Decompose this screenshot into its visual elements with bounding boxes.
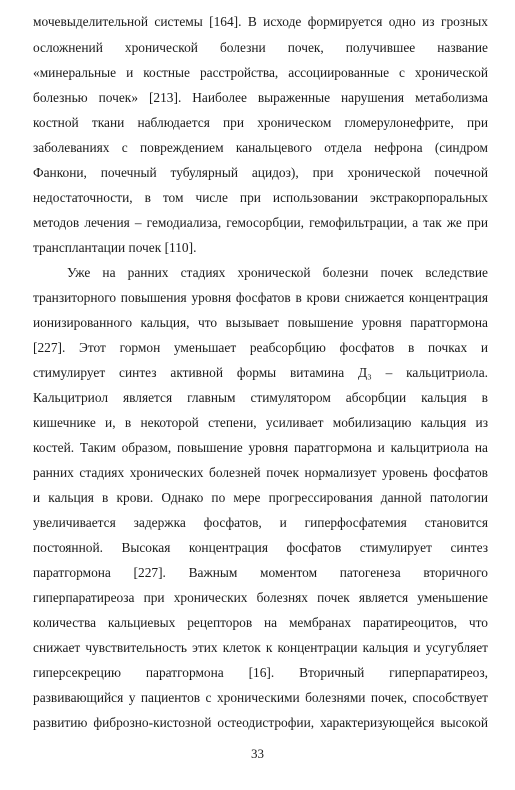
- paragraph-2-line: увеличивается задержка фосфатов, и гиперфосфатемия становится: [33, 515, 488, 530]
- paragraph-2-line: количества кальциевых рецепторов на мембранах паратиреоцитов, что: [33, 615, 488, 630]
- paragraph-2-line: постоянной. Высокая концентрация фосфатов стимулирует синтез: [33, 540, 488, 555]
- paragraph-2-line: развивающийся у пациентов с хроническими болезнями почек, способствует: [33, 690, 488, 705]
- paragraph-2-line: ионизированного кальция, что вызывает повышение уровня паратгормона: [33, 315, 488, 330]
- paragraph-1-line: осложнений хронической болезни почек, получившее название: [33, 40, 488, 55]
- paragraph-1-line: мочевыделительной системы [164]. В исходе формируется одно из грозных: [33, 14, 488, 29]
- paragraph-2-line: гиперпаратиреоза при хронических болезнях почек является уменьшение: [33, 590, 488, 605]
- paragraph-2-line: [227]. Этот гормон уменьшает реабсорбцию фосфатов в почках и: [33, 340, 488, 355]
- paragraph-1-line: болезнью почек» [213]. Наиболее выраженные нарушения метаболизма: [33, 90, 488, 105]
- paragraph-2-line: развитию фиброзно-кистозной остеодистрофии, характеризующейся высокой: [33, 715, 488, 730]
- paragraph-1-line: методов лечения – гемодиализа, гемосорбции, гемофильтрации, а так же при: [33, 215, 488, 230]
- paragraph-1-line: заболеваниях с повреждением канальцевого отдела нефрона (синдром: [33, 140, 488, 155]
- paragraph-2-line: кишечнике и, в некоторой степени, усиливает мобилизацию кальция из: [33, 415, 488, 430]
- paragraph-2-line: снижает чувствительность этих клеток к концентрации кальция и усугубляет: [33, 640, 488, 655]
- paragraph-2-line: транзиторного повышения уровня фосфатов в крови снижается концентрация: [33, 290, 488, 305]
- paragraph-2-line: и кальция в крови. Однако по мере прогрессирования данной патологии: [33, 490, 488, 505]
- paragraph-2-line: паратгормона [227]. Важным моментом патогенеза вторичного: [33, 565, 488, 580]
- paragraph-1-line: Фанкони, почечный тубулярный ацидоз), при хронической почечной: [33, 165, 488, 180]
- paragraph-1-line: «минеральные и костные расстройства, ассоциированные с хронической: [33, 65, 488, 80]
- paragraph-1-line: костной ткани наблюдается при хроническом гломерулонефрите, при: [33, 115, 488, 130]
- paragraph-2-line: Кальцитриол является главным стимулятором абсорбции кальция в: [33, 390, 488, 405]
- paragraph-2-line: гиперсекрецию паратгормона [16]. Вторичный гиперпаратиреоз,: [33, 665, 488, 680]
- paragraph-2-line: костей. Таким образом, повышение уровня паратгормона и кальцитриола на: [33, 440, 488, 455]
- paragraph-2-line: ранних стадиях хронических болезней почек нормализует уровень фосфатов: [33, 465, 488, 480]
- paragraph-1-line: недостаточности, в том числе при использовании экстракорпоральных: [33, 190, 488, 205]
- paragraph-1-line: трансплантации почек [110].: [33, 240, 197, 255]
- page-number: 33: [251, 746, 264, 761]
- paragraph-2-line: стимулирует синтез активной формы витамина Д₃ – кальцитриола.: [33, 365, 488, 380]
- paragraph-2-line: Уже на ранних стадиях хронической болезни почек вследствие: [67, 265, 488, 280]
